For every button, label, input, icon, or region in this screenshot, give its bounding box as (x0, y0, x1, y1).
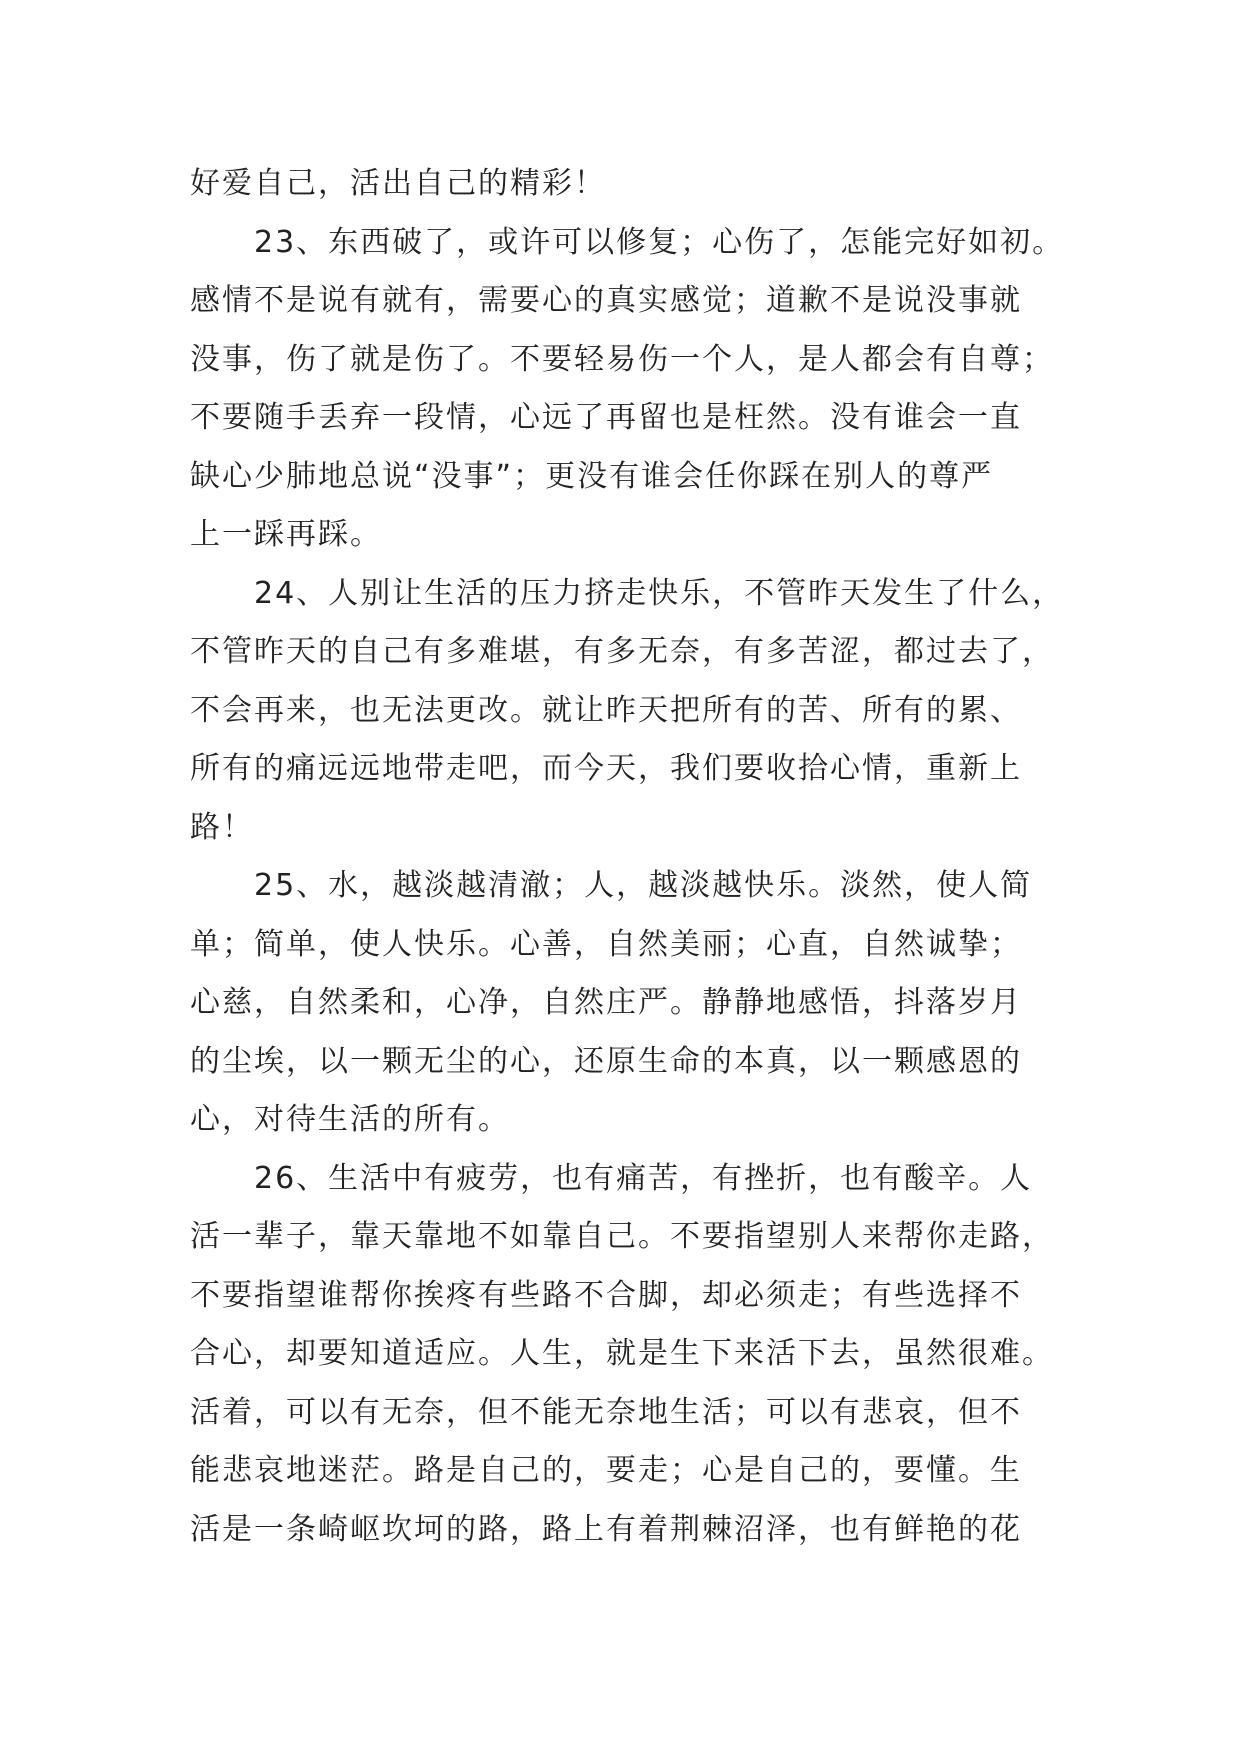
text-line: 活一辈子，靠天靠地不如靠自己。不要指望别人来帮你走路， (190, 1219, 1054, 1254)
text-line: 活是一条崎岖坎坷的路，路上有着荆棘沼泽，也有鲜艳的花 (190, 1511, 1022, 1547)
text-line: 的尘埃，以一颗无尘的心，还原生命的本真，以一颗感恩的 (190, 1043, 1022, 1079)
text-line: 没事，伤了就是伤了。不要轻易伤一个人，是人都会有自尊； (190, 341, 1054, 377)
text-line: 心，对待生活的所有。 (190, 1102, 510, 1137)
document-body (190, 155, 1065, 1559)
text-line: 感情不是说有就有，需要心的真实感觉；道歉不是说没事就 (190, 283, 1022, 318)
text-line: 合心，却要知道适应。人生，就是生下来活下去，虽然很难。 (190, 1336, 1054, 1371)
text-line: 所有的痛远远地带走吧，而今天，我们要收拾心情，重新上 (190, 751, 1022, 786)
text-line: 24、人别让生活的压力挤走快乐，不管昨天发生了什么， (254, 575, 1065, 611)
text-line: 缺心少肺地总说“没事”；更没有谁会任你踩在别人的尊严 (190, 458, 994, 494)
text-line: 好爱自己，活出自己的精彩！ (190, 166, 606, 201)
text-line: 不会再来，也无法更改。就让昨天把所有的苦、所有的累、 (190, 692, 1022, 728)
text-line: 能悲哀地迷茫。路是自己的，要走；心是自己的，要懂。生 (190, 1453, 1022, 1488)
text-line: 单；简单，使人快乐。心善，自然美丽；心直，自然诚挚； (190, 926, 1022, 962)
text-line: 不要随手丢弃一段情，心远了再留也是枉然。没有谁会一直 (190, 400, 1022, 435)
text-line: 活着，可以有无奈，但不能无奈地生活；可以有悲哀，但不 (190, 1394, 1022, 1430)
text-line: 25、水，越淡越清澈；人，越淡越快乐。淡然，使人简 (254, 868, 1033, 903)
text-line: 不要指望谁帮你挨疼有些路不合脚，却必须走；有些选择不 (190, 1277, 1022, 1313)
text-line: 不管昨天的自己有多难堪，有多无奈，有多苦涩，都过去了， (190, 634, 1054, 669)
text-line: 26、生活中有疲劳，也有痛苦，有挫折，也有酸辛。人 (254, 1160, 1033, 1196)
text-line: 上一踩再踩。 (190, 517, 382, 552)
text-line: 23、东西破了，或许可以修复；心伤了，怎能完好如初。 (254, 224, 1065, 260)
text-line: 心慈，自然柔和，心净，自然庄严。静静地感悟，抖落岁月 (190, 985, 1022, 1020)
text-line: 路！ (190, 809, 254, 845)
